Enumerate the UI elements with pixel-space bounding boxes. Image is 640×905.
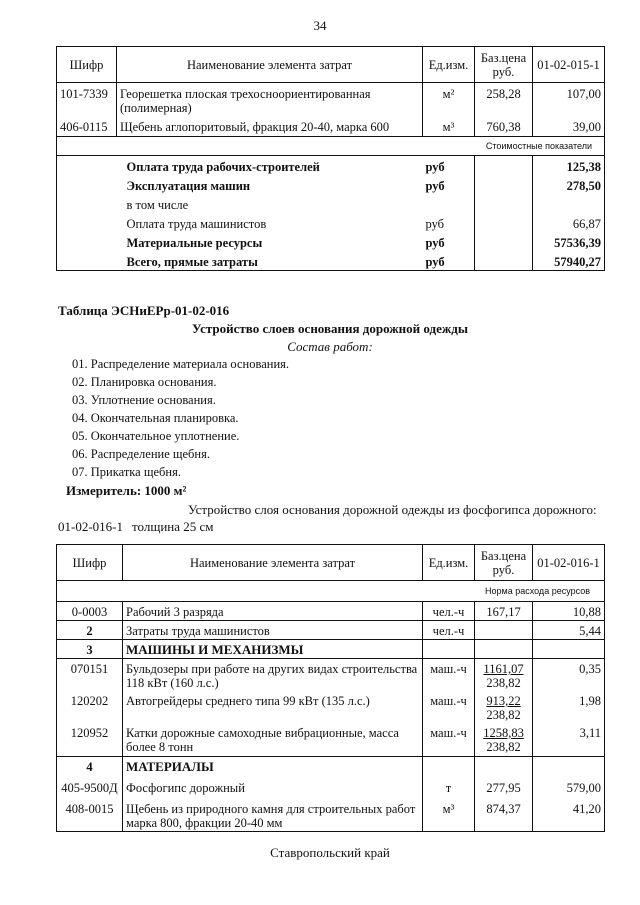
table-row: [57, 796, 605, 832]
row-name: Щебень аглопоритовый, фракция 20-40, марка 600: [117, 116, 423, 137]
row-price-operator: 238,82: [486, 676, 521, 690]
section-heading: Устройство слоев основания дорожной одежды: [191, 321, 469, 336]
cost-name: в том числе: [126, 198, 189, 212]
row-unit: м³: [423, 116, 475, 137]
row-name: МАШИНЫ И МЕХАНИЗМЫ: [123, 640, 423, 659]
table-header: [57, 545, 605, 581]
norm-text: толщина 25 см: [132, 519, 214, 534]
work-item: 03. Уплотнение основания.: [72, 393, 216, 407]
row-name: Катки дорожные самоходные вибрационные, масса более 8 тонн: [123, 723, 423, 757]
cost-label: Стоимостные показатели: [57, 137, 605, 156]
row-value: 107,00: [533, 83, 605, 117]
row-price: 258,28: [475, 83, 533, 117]
header-unit: Ед.изм.: [423, 545, 475, 581]
row-price: 1258,83: [483, 726, 524, 740]
row-name: Георешетка плоская трехосноориентированная (полимерная): [117, 83, 423, 117]
row-value: 0,35: [533, 659, 605, 692]
norm-label: Норма расхода ресурсов: [57, 581, 605, 602]
row-price: 874,37: [475, 796, 533, 832]
row-code: 408-0015: [65, 802, 114, 816]
resource-table-016: [56, 544, 605, 832]
row-name: Бульдозеры при работе на других видах строительства 118 кВт (160 л.с.): [123, 659, 423, 692]
cost-name: Эксплуатация машин: [126, 179, 251, 193]
row-name: Затраты труда машинистов: [123, 621, 423, 640]
row-value: 3,11: [533, 723, 605, 757]
row-unit: маш.-ч: [423, 691, 475, 723]
row-price: 277,95: [475, 775, 533, 796]
page-number: 34: [313, 18, 327, 33]
row-unit: т: [423, 775, 475, 796]
cost-value: 278,50: [533, 175, 605, 194]
table-row: [57, 83, 605, 117]
row-unit: м²: [423, 83, 475, 117]
norm-label-row: [57, 581, 605, 602]
work-item: 05. Окончательное уплотнение.: [72, 429, 240, 443]
header-name: Наименование элемента затрат: [117, 47, 423, 83]
table-row: [57, 621, 605, 640]
row-price: 167,17: [475, 602, 533, 621]
cost-row: [57, 232, 605, 251]
cost-value: 57536,39: [533, 232, 605, 251]
group-row: [57, 757, 605, 776]
cost-name: Материальные ресурсы: [126, 236, 263, 250]
cost-name: Оплата труда рабочих-строителей: [126, 160, 320, 174]
cost-label-row: [57, 137, 605, 156]
cost-unit: руб: [425, 217, 445, 231]
group-row: [57, 640, 605, 659]
header-norm: 01-02-015-1: [533, 47, 605, 83]
row-price: 760,38: [475, 116, 533, 137]
row-price-operator: 238,82: [486, 740, 521, 754]
cost-unit: руб: [425, 236, 445, 250]
header-code: Шифр: [57, 545, 123, 581]
row-price: 1161,07: [483, 662, 524, 676]
row-value: 1,98: [533, 691, 605, 723]
row-price: 913,22: [486, 694, 521, 708]
row-code: 120952: [70, 726, 109, 740]
table-title: Таблица ЭСНиЕРр-01-02-016: [58, 303, 230, 318]
work-item: 04. Окончательная планировка.: [72, 411, 239, 425]
row-value: 41,20: [533, 796, 605, 832]
cost-name: Оплата труда машинистов: [126, 217, 267, 231]
table-header: [57, 47, 605, 83]
cost-row: [57, 251, 605, 271]
table-row: [57, 602, 605, 621]
cost-table-015: [56, 46, 605, 271]
row-code: 405-9500Д: [61, 781, 118, 795]
row-unit: чел.-ч: [423, 621, 475, 640]
cost-row: [57, 175, 605, 194]
row-code: 2: [57, 621, 123, 640]
cost-value: 66,87: [533, 213, 605, 232]
header-price: Баз.цена руб.: [475, 47, 533, 83]
row-code: 101-7339: [60, 87, 108, 101]
row-name: Фосфогипс дорожный: [123, 775, 423, 796]
header-price: Баз.цена руб.: [475, 545, 533, 581]
cost-unit: руб: [425, 255, 445, 269]
row-value: 10,88: [533, 602, 605, 621]
work-item: 02. Планировка основания.: [72, 375, 217, 389]
row-price-operator: 238,82: [486, 708, 521, 722]
row-value: 5,44: [533, 621, 605, 640]
norm-code: 01-02-016-1: [58, 519, 123, 534]
cost-value: 125,38: [533, 156, 605, 176]
header-unit: Ед.изм.: [423, 47, 475, 83]
norm-description: Устройство слоя основания дорожной одежды из фосфогипса дорожного:: [188, 502, 597, 517]
work-item: 06. Распределение щебня.: [72, 447, 210, 461]
work-item: 07. Прикатка щебня.: [72, 465, 181, 479]
table-row: [57, 775, 605, 796]
cost-unit: руб: [425, 160, 445, 174]
cost-row: [57, 156, 605, 176]
table-row: [57, 659, 605, 692]
row-code: 0-0003: [71, 605, 108, 619]
work-item: 01. Распределение материала основания.: [72, 357, 290, 371]
row-code: 4: [57, 757, 123, 776]
row-name: МАТЕРИАЛЫ: [123, 757, 423, 776]
row-name: Щебень из природного камня для строительных работ марка 800, фракции 20-40 мм: [123, 796, 423, 832]
header-name: Наименование элемента затрат: [123, 545, 423, 581]
row-unit: чел.-ч: [423, 602, 475, 621]
cost-row: [57, 213, 605, 232]
row-code: 3: [57, 640, 123, 659]
table-row: [57, 116, 605, 137]
cost-value: 57940,27: [533, 251, 605, 271]
cost-unit: руб: [425, 179, 445, 193]
page-footer: Ставропольский край: [270, 845, 390, 860]
table-row: [57, 723, 605, 757]
header-code: Шифр: [57, 47, 117, 83]
row-code: 120202: [70, 694, 109, 708]
row-unit: маш.-ч: [423, 723, 475, 757]
header-norm: 01-02-016-1: [533, 545, 605, 581]
row-value: 39,00: [533, 116, 605, 137]
row-unit: маш.-ч: [423, 659, 475, 692]
row-name: Автогрейдеры среднего типа 99 кВт (135 л.с.): [123, 691, 423, 723]
cost-row: [57, 194, 605, 213]
row-value: 579,00: [533, 775, 605, 796]
cost-name: Всего, прямые затраты: [126, 255, 258, 269]
table-row: [57, 691, 605, 723]
row-code: 406-0115: [60, 120, 108, 134]
row-name: Рабочий 3 разряда: [123, 602, 423, 621]
meter-label: Измеритель: 1000 м²: [66, 483, 187, 498]
row-code: 070151: [57, 659, 123, 692]
works-title: Состав работ:: [287, 339, 373, 354]
row-unit: м³: [423, 796, 475, 832]
